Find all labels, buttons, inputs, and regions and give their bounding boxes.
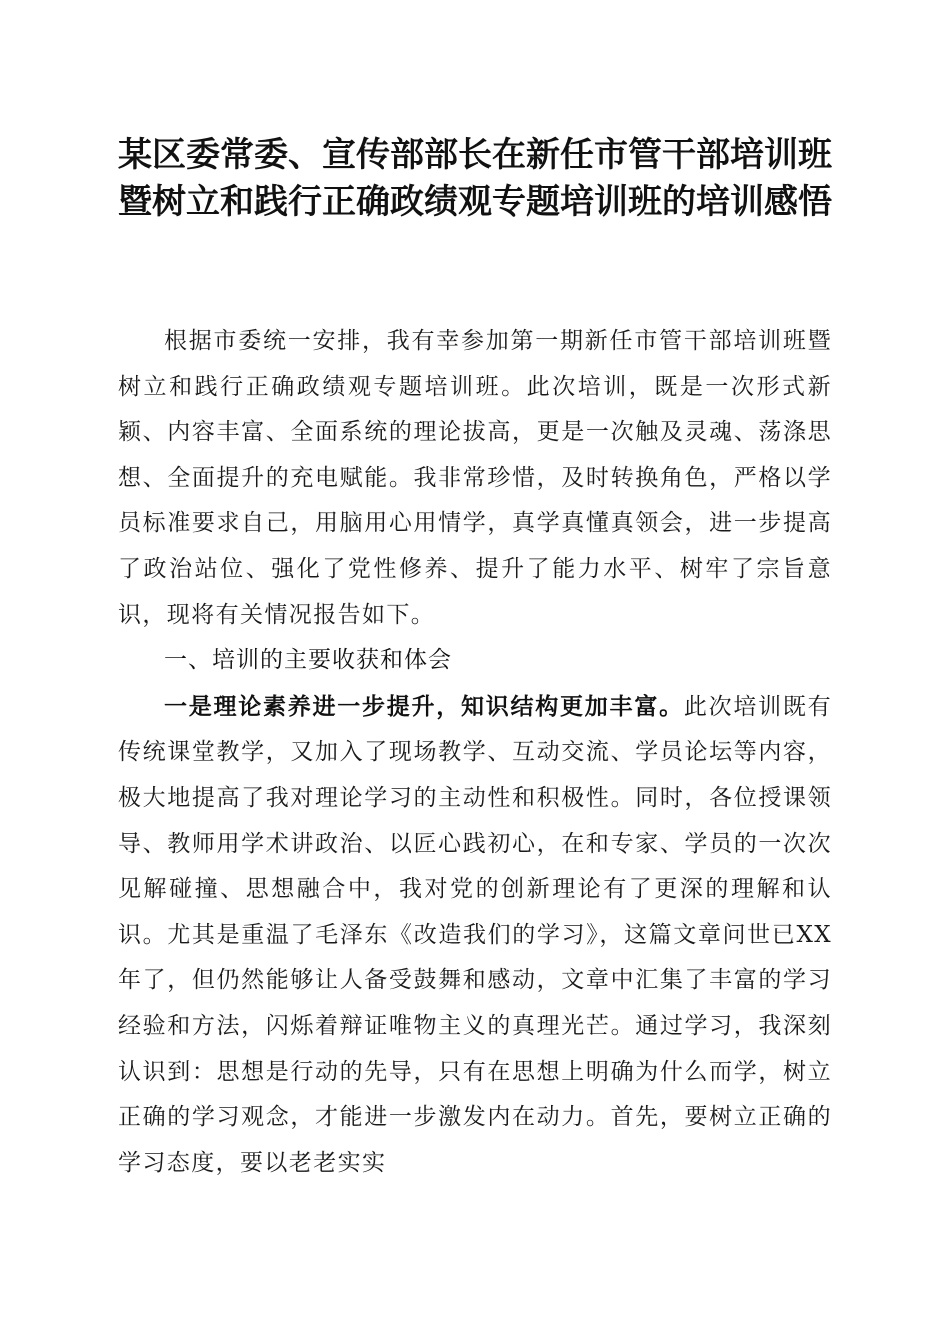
point-one-lead: 一是理论素养进一步提升，知识结构更加丰富。 [164, 692, 684, 720]
document-title: 某区委常委、宣传部部长在新任市管干部培训班暨树立和践行正确政绩观专题培训班的培训感悟 [118, 135, 832, 222]
point-one-paragraph [118, 684, 832, 1187]
document-body [118, 319, 832, 1186]
intro-paragraph: 根据市委统一安排，我有幸参加第一期新任市管干部培训班暨树立和践行正确政绩观专题培训班。此次培训，既是一次形式新颖、内容丰富、全面系统的理论拔高，更是一次触及灵魂、荡涤思想、全面提升的充电赋能。我非常珍惜，及时转换角色，严格以学员标准要求自己，用脑用心用情学，真学真懂真领会，进一步提高了政治站位、强化了党性修养、提升了能力水平、树牢了宗旨意识，现将有关情况报告如下。 [118, 328, 832, 628]
point-one-body: 此次培训既有传统课堂教学，又加入了现场教学、互动交流、学员论坛等内容，极大地提高了我对理论学习的主动性和积极性。同时，各位授课领导、教师用学术讲政治、以匠心践初心，在和专家、学员的一次次见解碰撞、思想融合中，我对党的创新理论有了更深的理解和认识。尤其是重温了毛泽东《改造我们的学习》，这篇文章问世已XX年了，但仍然能够让人备受鼓舞和感动，文章中汇集了丰富的学习经验和方法，闪烁着辩证唯物主义的真理光芒。通过学习，我深刻认识到：思想是行动的先导，只有在思想上明确为什么而学，树立正确的学习观念，才能进一步激发内在动力。首先，要树立正确的学习态度，要以老老实实 [118, 693, 832, 1176]
section-one-heading: 一、培训的主要收获和体会 [164, 647, 452, 674]
